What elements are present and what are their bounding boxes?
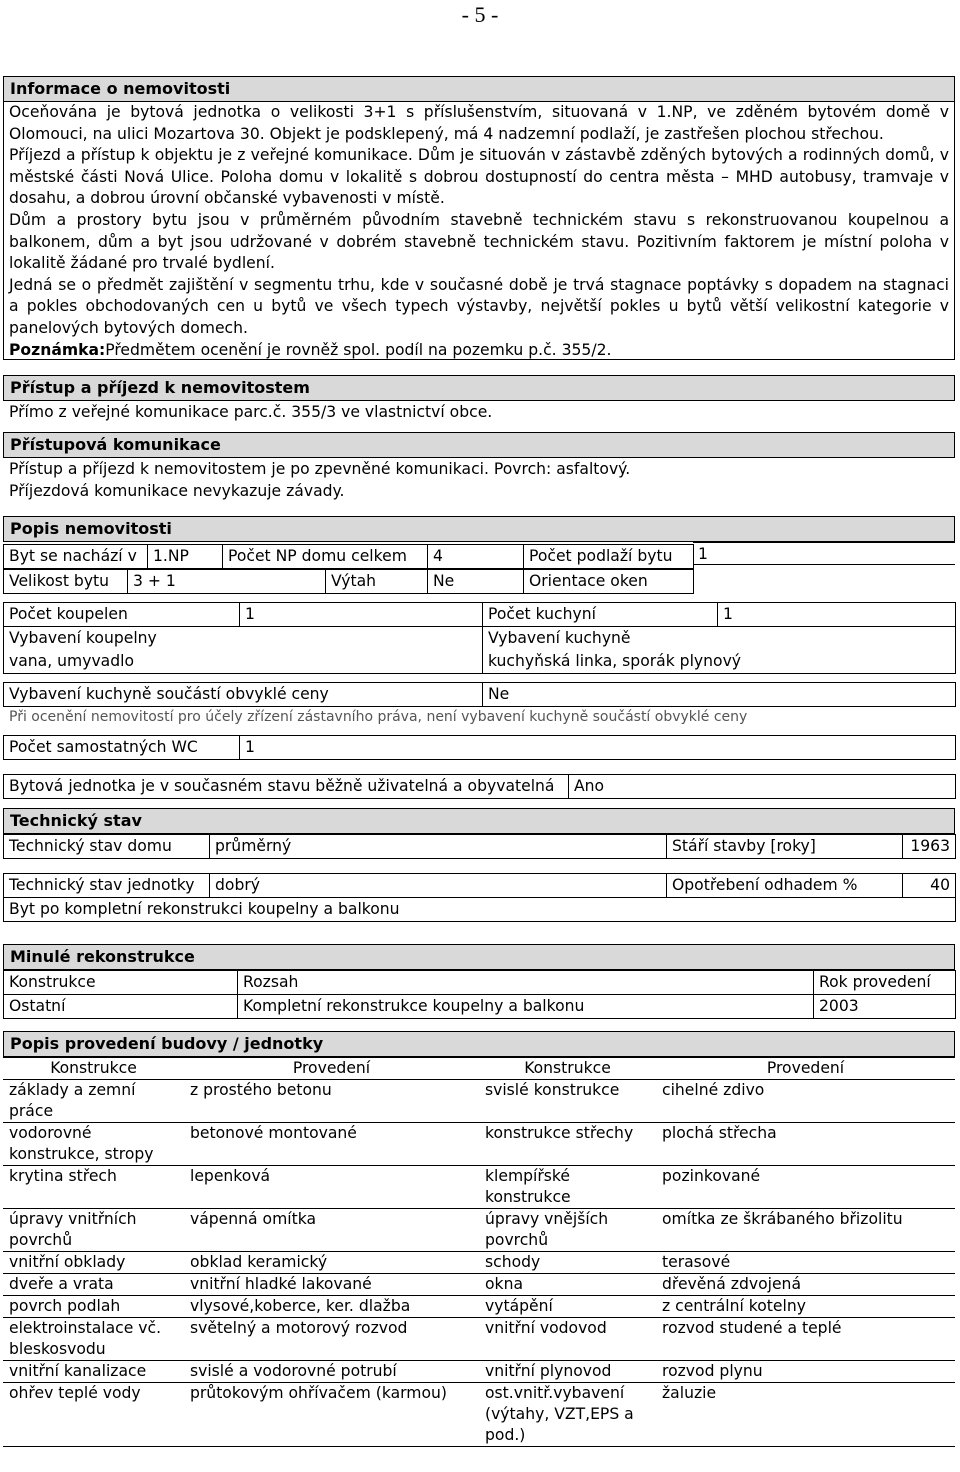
bath-equip-label: Vybavení koupelny [4, 627, 483, 651]
road-line-1: Přístup a příjezd k nemovitostem je po zpevněné komunikaci. Povrch: asfaltový. [9, 460, 631, 478]
tech-section [3, 808, 955, 922]
reconstruction-table [3, 970, 956, 1019]
wc-table [3, 735, 956, 760]
construction-cell: povrch podlah [3, 1296, 184, 1318]
table-row [3, 1252, 955, 1274]
tech-title: Technický stav [3, 808, 955, 834]
construction-cell: žaluzie [656, 1383, 955, 1447]
access-title: Přístup a příjezd k nemovitostem [3, 375, 955, 401]
description-row-1 [3, 544, 694, 569]
kitchen-equip-label: Vybavení kuchyně [483, 627, 956, 651]
road-line-2: Příjezdová komunikace nevykazuje závady. [9, 482, 345, 500]
construction-cell: klempířské konstrukce [479, 1166, 656, 1209]
info-title: Informace o nemovitosti [4, 77, 954, 102]
construction-cell: úpravy vnějších povrchů [479, 1209, 656, 1252]
table-row [3, 1080, 955, 1123]
wc-label: Počet samostatných WC [4, 736, 240, 760]
unit-floors-label: Počet podlaží bytu [524, 545, 694, 569]
description-title: Popis nemovitosti [3, 516, 955, 542]
elevator-label: Výtah [326, 570, 428, 594]
bath-count-label: Počet koupelen [4, 603, 240, 627]
kitchen-count-value: 1 [718, 603, 956, 627]
construction-cell: plochá střecha [656, 1123, 955, 1166]
construction-cell: světelný a motorový rozvod [184, 1318, 479, 1361]
floor-value: 1.NP [148, 545, 223, 569]
tech-note: Byt po kompletní rekonstrukci koupelny a balkonu [4, 898, 956, 922]
house-floors-label: Počet NP domu celkem [223, 545, 428, 569]
construction-cell: z centrální kotelny [656, 1296, 955, 1318]
construction-cell: vodorovné konstrukce, stropy [3, 1123, 184, 1166]
elevator-value: Ne [428, 570, 524, 594]
construction-header-construction-2: Konstrukce [479, 1058, 656, 1080]
construction-cell: rozvod studené a teplé [656, 1318, 955, 1361]
table-row [3, 1296, 955, 1318]
description-section [3, 516, 955, 799]
usable-table [3, 774, 956, 799]
wc-value: 1 [240, 736, 956, 760]
construction-cell: terasové [656, 1252, 955, 1274]
info-paragraph-4: Jedná se o předmět zajištění v segmentu trhu, kde v současné době je trvá stagnace poptávky s dopadem na stagnaci a pokles obchodovaných cen u bytů ve všech typech výstavby, největší pokles u bytů větší velikostní kategorie v panelových bytových domech. [9, 275, 949, 337]
kitchen-part-label: Vybavení kuchyně součástí obvyklé ceny [4, 683, 483, 707]
construction-cell: okna [479, 1274, 656, 1296]
table-row [3, 1361, 955, 1383]
road-section [3, 432, 955, 502]
bath-equip-value: vana, umyvadlo [4, 650, 483, 674]
tech-unit-table [3, 873, 956, 922]
construction-header-construction-1: Konstrukce [3, 1058, 184, 1080]
wear-value: 40 [903, 874, 956, 898]
road-title: Přístupová komunikace [3, 432, 955, 458]
construction-cell: vnitřní hladké lakované [184, 1274, 479, 1296]
construction-cell: úpravy vnitřních povrchů [3, 1209, 184, 1252]
construction-cell: vlysové,koberce, ker. dlažba [184, 1296, 479, 1318]
construction-cell: vápenná omítka [184, 1209, 479, 1252]
construction-cell: průtokovým ohřívačem (karmou) [184, 1383, 479, 1447]
age-value: 1963 [903, 835, 956, 859]
construction-cell: ost.vnitř.vybavení (výtahy, VZT,EPS a pod.) [479, 1383, 656, 1447]
construction-header-execution-2: Provedení [656, 1058, 955, 1080]
construction-cell: omítka ze škrábaného břizolitu [656, 1209, 955, 1252]
info-paragraph-1: Oceňována je bytová jednotka o velikosti 3+1 s příslušenstvím, situovaná v 1.NP, ve zděném bytovém domě v Olomouci, na ulici Mozartova 30. Objekt je podsklepený, má 4 nadzemní podlaží, je zastřešen plochou střechou. [9, 103, 949, 143]
construction-cell: betonové montované [184, 1123, 479, 1166]
reconstruction-cell: 2003 [814, 995, 956, 1019]
construction-header-execution-1: Provedení [184, 1058, 479, 1080]
bath-count-value: 1 [240, 603, 483, 627]
info-text [4, 102, 954, 361]
info-paragraph-3: Dům a prostory bytu jsou v průměrném původním stavebně technickém stavu s rekonstruovanou koupelnou a balkonem, dům a byt jsou udržované v dobrém stavebně technickém stavu. Pozitivním faktorem je místní poloha v lokalitě žádané pro trvalé bydlení. [9, 210, 949, 273]
construction-table [3, 1057, 955, 1447]
kitchen-part-table [3, 682, 956, 707]
construction-cell: pozinkované [656, 1166, 955, 1209]
description-row-2 [3, 569, 694, 594]
tech-unit-value: dobrý [210, 874, 667, 898]
age-label: Stáří stavby [roky] [667, 835, 903, 859]
construction-cell: základy a zemní práce [3, 1080, 184, 1123]
reconstruction-header-construction: Konstrukce [4, 971, 238, 995]
table-row [3, 1274, 955, 1296]
construction-cell: vnitřní kanalizace [3, 1361, 184, 1383]
construction-cell: lepenková [184, 1166, 479, 1209]
construction-cell: vnitřní vodovod [479, 1318, 656, 1361]
house-floors-value: 4 [428, 545, 524, 569]
reconstruction-header-year: Rok provedení [814, 971, 956, 995]
usable-value: Ano [569, 775, 956, 799]
construction-cell: krytina střech [3, 1166, 184, 1209]
reconstruction-header-scope: Rozsah [238, 971, 814, 995]
construction-cell: vnitřní plynovod [479, 1361, 656, 1383]
reconstruction-cell: Kompletní rekonstrukce koupelny a balkonu [238, 995, 814, 1019]
construction-cell: schody [479, 1252, 656, 1274]
access-section [3, 375, 955, 423]
kitchen-note: Při ocenění nemovitostí pro účely zřízení zástavního práva, není vybavení kuchyně součástí obvyklé ceny [9, 709, 748, 725]
info-section [3, 76, 955, 360]
construction-cell: svislé konstrukce [479, 1080, 656, 1123]
unit-floors-value-cell: 1 [693, 542, 955, 565]
tech-house-label: Technický stav domu [4, 835, 210, 859]
construction-cell: konstrukce střechy [479, 1123, 656, 1166]
table-row [3, 1383, 955, 1447]
page-number: - 5 - [461, 2, 499, 27]
kitchen-part-value: Ne [483, 683, 956, 707]
kitchen-equip-value: kuchyňská linka, sporák plynový [483, 650, 956, 674]
tech-unit-label: Technický stav jednotky [4, 874, 210, 898]
floor-label: Byt se nachází v [4, 545, 148, 569]
construction-cell: dřevěná zdvojená [656, 1274, 955, 1296]
construction-cell: obklad keramický [184, 1252, 479, 1274]
table-row [4, 995, 956, 1019]
kitchen-count-label: Počet kuchyní [483, 603, 718, 627]
tech-house-table [3, 834, 956, 859]
note-text: Předmětem ocenění je rovněž spol. podíl na pozemku p.č. 355/2. [105, 340, 612, 359]
tech-house-value: průměrný [210, 835, 667, 859]
info-note [9, 340, 949, 362]
reconstruction-title: Minulé rekonstrukce [3, 944, 955, 970]
note-label: Poznámka: [9, 340, 106, 359]
construction-cell: vytápění [479, 1296, 656, 1318]
construction-cell: dveře a vrata [3, 1274, 184, 1296]
size-label: Velikost bytu [4, 570, 128, 594]
construction-cell: ohřev teplé vody [3, 1383, 184, 1447]
construction-cell: elektroinstalace vč. bleskosvodu [3, 1318, 184, 1361]
access-text: Přímo z veřejné komunikace parc.č. 355/3 ve vlastnictví obce. [9, 403, 493, 421]
construction-cell: vnitřní obklady [3, 1252, 184, 1274]
construction-cell: cihelné zdivo [656, 1080, 955, 1123]
bath-kitchen-table [3, 602, 956, 674]
reconstruction-cell: Ostatní [4, 995, 238, 1019]
table-row [3, 1209, 955, 1252]
size-value: 3 + 1 [128, 570, 326, 594]
reconstruction-section [3, 944, 955, 1019]
table-row [3, 1318, 955, 1361]
table-row [3, 1123, 955, 1166]
construction-cell: svislé a vodorovné potrubí [184, 1361, 479, 1383]
wear-label: Opotřebení odhadem % [667, 874, 903, 898]
orientation-label: Orientace oken [524, 570, 694, 594]
construction-cell: z prostého betonu [184, 1080, 479, 1123]
info-paragraph-2: Příjezd a přístup k objektu je z veřejné komunikace. Dům je situován v zástavbě zděných bytových a rodinných domů, v městské části Nová Ulice. Poloha domu v lokalitě s dobrou dostupností do centra města – MHD autobusy, tramvaje v dosahu, a dobrou úrovní občanské vybavenosti v místě. [9, 146, 949, 208]
usable-label: Bytová jednotka je v současném stavu běžně uživatelná a obyvatelná [4, 775, 569, 799]
construction-body [3, 1080, 955, 1447]
construction-cell: rozvod plynu [656, 1361, 955, 1383]
construction-section [3, 1031, 955, 1447]
table-row [3, 1166, 955, 1209]
construction-title: Popis provedení budovy / jednotky [3, 1031, 955, 1057]
